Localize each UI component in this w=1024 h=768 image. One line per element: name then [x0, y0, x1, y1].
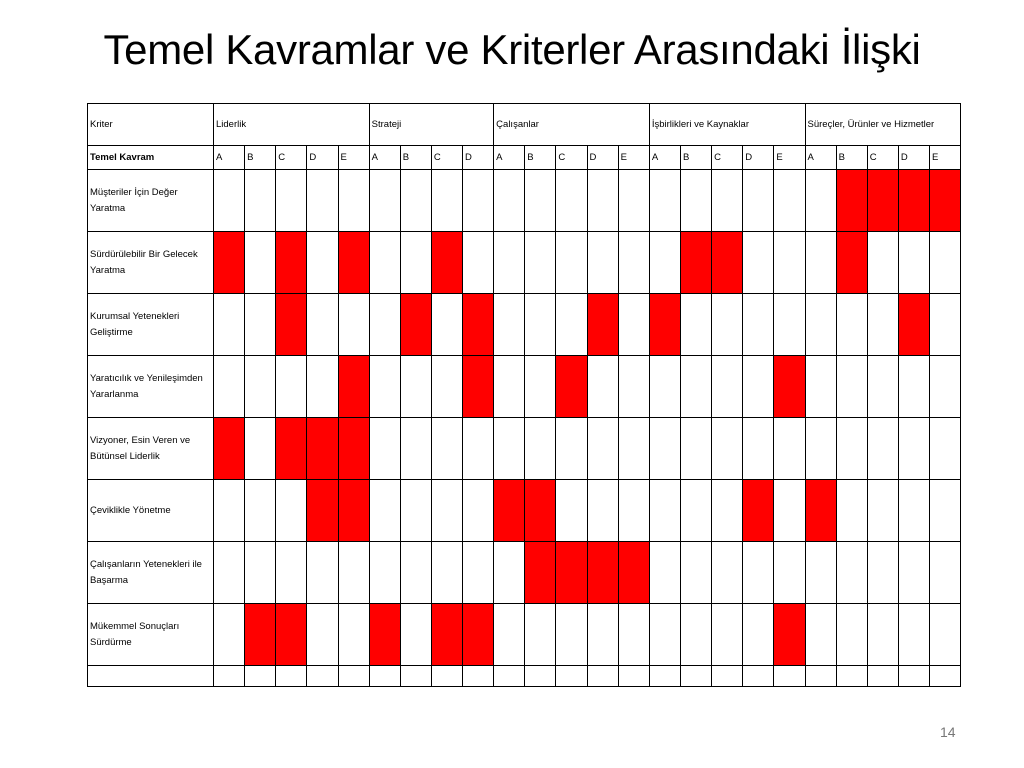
- empty-cell: [494, 170, 525, 232]
- empty-cell: [525, 170, 556, 232]
- empty-cell: [400, 480, 431, 542]
- empty-row: [88, 666, 961, 687]
- empty-cell: [556, 418, 587, 480]
- empty-cell: [307, 666, 338, 687]
- relationship-mark-cell: [649, 294, 680, 356]
- empty-cell: [245, 542, 276, 604]
- empty-cell: [649, 666, 680, 687]
- empty-cell: [400, 232, 431, 294]
- empty-cell: [307, 356, 338, 418]
- empty-cell: [245, 232, 276, 294]
- empty-cell: [214, 666, 245, 687]
- empty-cell: [774, 232, 805, 294]
- empty-cell: [618, 232, 649, 294]
- sub-criterion-header: E: [338, 146, 369, 170]
- relationship-mark-cell: [245, 604, 276, 666]
- empty-cell: [214, 356, 245, 418]
- empty-cell: [494, 604, 525, 666]
- empty-cell: [712, 418, 743, 480]
- empty-cell: [836, 542, 867, 604]
- relationship-mark-cell: [214, 418, 245, 480]
- empty-cell: [712, 170, 743, 232]
- empty-cell: [774, 170, 805, 232]
- empty-cell: [494, 666, 525, 687]
- empty-cell: [898, 666, 929, 687]
- criterion-group-header: Çalışanlar: [494, 104, 650, 146]
- empty-cell: [463, 542, 494, 604]
- relationship-mark-cell: [836, 170, 867, 232]
- empty-cell: [867, 294, 898, 356]
- empty-cell: [369, 356, 400, 418]
- empty-cell: [307, 604, 338, 666]
- empty-cell: [214, 170, 245, 232]
- empty-cell: [680, 604, 711, 666]
- empty-cell: [743, 666, 774, 687]
- empty-cell: [525, 604, 556, 666]
- empty-cell: [618, 356, 649, 418]
- empty-cell: [930, 232, 961, 294]
- empty-cell: [774, 542, 805, 604]
- empty-cell: [338, 294, 369, 356]
- empty-cell: [898, 232, 929, 294]
- relationship-mark-cell: [556, 356, 587, 418]
- empty-cell: [930, 356, 961, 418]
- empty-cell: [680, 294, 711, 356]
- sub-criterion-header: A: [805, 146, 836, 170]
- empty-cell: [556, 666, 587, 687]
- table-row: [88, 294, 961, 356]
- relationship-mark-cell: [463, 294, 494, 356]
- empty-cell: [836, 480, 867, 542]
- empty-cell: [276, 356, 307, 418]
- sub-criterion-header: D: [898, 146, 929, 170]
- empty-cell: [525, 356, 556, 418]
- empty-cell: [338, 542, 369, 604]
- empty-cell: [712, 294, 743, 356]
- empty-cell: [338, 604, 369, 666]
- relationship-mark-cell: [431, 232, 462, 294]
- relationship-mark-cell: [930, 170, 961, 232]
- empty-cell: [712, 542, 743, 604]
- empty-cell: [743, 232, 774, 294]
- empty-cell: [743, 418, 774, 480]
- relationship-mark-cell: [680, 232, 711, 294]
- table-row: [88, 480, 961, 542]
- table-row: [88, 170, 961, 232]
- empty-cell: [556, 232, 587, 294]
- empty-cell: [338, 666, 369, 687]
- empty-cell: [930, 418, 961, 480]
- empty-cell: [836, 666, 867, 687]
- empty-cell: [369, 232, 400, 294]
- sub-criterion-header: A: [369, 146, 400, 170]
- criterion-group-header: Strateji: [369, 104, 494, 146]
- sub-criterion-header: D: [463, 146, 494, 170]
- sub-criterion-header: B: [245, 146, 276, 170]
- table-row: [88, 418, 961, 480]
- empty-cell: [618, 480, 649, 542]
- empty-cell: [898, 604, 929, 666]
- empty-cell: [805, 542, 836, 604]
- empty-cell: [898, 356, 929, 418]
- empty-cell: [556, 604, 587, 666]
- concept-label: Çalışanların Yetenekleri ile Başarma: [88, 542, 214, 604]
- empty-cell: [556, 294, 587, 356]
- empty-cell: [774, 294, 805, 356]
- empty-cell: [463, 418, 494, 480]
- empty-cell: [245, 418, 276, 480]
- empty-cell: [369, 294, 400, 356]
- empty-cell: [774, 666, 805, 687]
- empty-cell: [712, 604, 743, 666]
- sub-criterion-header: C: [712, 146, 743, 170]
- sub-criterion-header: A: [214, 146, 245, 170]
- concept-label: Müşteriler İçin Değer Yaratma: [88, 170, 214, 232]
- empty-cell: [88, 666, 214, 687]
- relationship-mark-cell: [836, 232, 867, 294]
- relationship-mark-cell: [338, 232, 369, 294]
- empty-cell: [494, 356, 525, 418]
- empty-cell: [649, 480, 680, 542]
- empty-cell: [898, 480, 929, 542]
- empty-cell: [214, 294, 245, 356]
- empty-cell: [431, 418, 462, 480]
- empty-cell: [463, 666, 494, 687]
- relationship-mark-cell: [587, 542, 618, 604]
- empty-cell: [431, 542, 462, 604]
- sub-criterion-header: C: [431, 146, 462, 170]
- empty-cell: [680, 542, 711, 604]
- empty-cell: [680, 418, 711, 480]
- sub-criterion-header: B: [400, 146, 431, 170]
- empty-cell: [431, 170, 462, 232]
- empty-cell: [743, 604, 774, 666]
- empty-cell: [400, 666, 431, 687]
- empty-cell: [525, 294, 556, 356]
- empty-cell: [587, 480, 618, 542]
- relationship-mark-cell: [431, 604, 462, 666]
- empty-cell: [930, 480, 961, 542]
- relationship-mark-cell: [743, 480, 774, 542]
- table-row: [88, 232, 961, 294]
- sub-criterion-header: E: [618, 146, 649, 170]
- relationship-mark-cell: [214, 232, 245, 294]
- empty-cell: [400, 356, 431, 418]
- empty-cell: [680, 666, 711, 687]
- empty-cell: [680, 356, 711, 418]
- empty-cell: [525, 418, 556, 480]
- empty-cell: [587, 418, 618, 480]
- empty-cell: [369, 542, 400, 604]
- empty-cell: [618, 666, 649, 687]
- relationship-mark-cell: [525, 542, 556, 604]
- concept-label: Çeviklikle Yönetme: [88, 480, 214, 542]
- empty-cell: [307, 294, 338, 356]
- empty-cell: [400, 604, 431, 666]
- relationship-mark-cell: [276, 418, 307, 480]
- empty-cell: [805, 232, 836, 294]
- empty-cell: [369, 666, 400, 687]
- sub-criterion-header: B: [836, 146, 867, 170]
- empty-cell: [649, 356, 680, 418]
- empty-cell: [338, 170, 369, 232]
- empty-cell: [556, 170, 587, 232]
- empty-cell: [774, 418, 805, 480]
- empty-cell: [587, 604, 618, 666]
- empty-cell: [836, 356, 867, 418]
- empty-cell: [867, 604, 898, 666]
- empty-cell: [587, 232, 618, 294]
- empty-cell: [836, 294, 867, 356]
- empty-cell: [774, 480, 805, 542]
- relationship-mark-cell: [898, 294, 929, 356]
- empty-cell: [743, 170, 774, 232]
- concept-label: Vizyoner, Esin Veren ve Bütünsel Liderlik: [88, 418, 214, 480]
- relationship-mark-cell: [307, 480, 338, 542]
- empty-cell: [867, 542, 898, 604]
- empty-cell: [618, 170, 649, 232]
- empty-cell: [245, 666, 276, 687]
- relationship-mark-cell: [276, 294, 307, 356]
- empty-cell: [680, 480, 711, 542]
- empty-cell: [649, 170, 680, 232]
- sub-criterion-header: A: [494, 146, 525, 170]
- empty-cell: [649, 418, 680, 480]
- empty-cell: [494, 542, 525, 604]
- empty-cell: [400, 418, 431, 480]
- empty-cell: [525, 232, 556, 294]
- empty-cell: [463, 232, 494, 294]
- relationship-mark-cell: [774, 604, 805, 666]
- empty-cell: [836, 418, 867, 480]
- sub-criterion-header: C: [867, 146, 898, 170]
- empty-cell: [867, 480, 898, 542]
- empty-cell: [463, 170, 494, 232]
- empty-cell: [649, 232, 680, 294]
- empty-cell: [805, 170, 836, 232]
- empty-cell: [930, 666, 961, 687]
- empty-cell: [867, 418, 898, 480]
- empty-cell: [525, 666, 556, 687]
- empty-cell: [867, 356, 898, 418]
- empty-cell: [245, 294, 276, 356]
- empty-cell: [431, 666, 462, 687]
- page-number: 14: [940, 724, 956, 740]
- slide-title: Temel Kavramlar ve Kriterler Arasındaki İlişki: [103, 26, 921, 73]
- relationship-mark-cell: [463, 356, 494, 418]
- empty-cell: [214, 542, 245, 604]
- corner-header: Kriter: [88, 104, 214, 146]
- empty-cell: [867, 232, 898, 294]
- empty-cell: [400, 542, 431, 604]
- empty-cell: [587, 170, 618, 232]
- empty-cell: [649, 604, 680, 666]
- relationship-mark-cell: [898, 170, 929, 232]
- empty-cell: [898, 542, 929, 604]
- empty-cell: [743, 542, 774, 604]
- sub-criterion-header: E: [930, 146, 961, 170]
- relationship-mark-cell: [867, 170, 898, 232]
- relationship-mark-cell: [400, 294, 431, 356]
- empty-cell: [712, 356, 743, 418]
- empty-cell: [494, 232, 525, 294]
- sub-criterion-header: D: [307, 146, 338, 170]
- empty-cell: [245, 480, 276, 542]
- sub-criterion-header: C: [276, 146, 307, 170]
- sub-criterion-header: B: [680, 146, 711, 170]
- relationship-mark-cell: [587, 294, 618, 356]
- empty-cell: [805, 666, 836, 687]
- relationship-mark-cell: [774, 356, 805, 418]
- empty-cell: [898, 418, 929, 480]
- empty-cell: [680, 170, 711, 232]
- criterion-group-header: Liderlik: [214, 104, 370, 146]
- empty-cell: [805, 356, 836, 418]
- table-row: [88, 356, 961, 418]
- relationship-mark-cell: [712, 232, 743, 294]
- relationship-mark-cell: [276, 604, 307, 666]
- empty-cell: [930, 542, 961, 604]
- table-row: [88, 604, 961, 666]
- empty-cell: [618, 604, 649, 666]
- concept-label: Sürdürülebilir Bir Gelecek Yaratma: [88, 232, 214, 294]
- empty-cell: [743, 356, 774, 418]
- empty-cell: [712, 666, 743, 687]
- criterion-group-header: Süreçler, Ürünler ve Hizmetler: [805, 104, 961, 146]
- relationship-mark-cell: [805, 480, 836, 542]
- empty-cell: [276, 666, 307, 687]
- relationship-mark-cell: [307, 418, 338, 480]
- criterion-group-header: İşbirlikleri ve Kaynaklar: [649, 104, 805, 146]
- empty-cell: [836, 604, 867, 666]
- empty-cell: [245, 170, 276, 232]
- empty-cell: [431, 356, 462, 418]
- empty-cell: [369, 480, 400, 542]
- empty-cell: [712, 480, 743, 542]
- empty-cell: [805, 418, 836, 480]
- relationship-mark-cell: [276, 232, 307, 294]
- empty-cell: [556, 480, 587, 542]
- empty-cell: [805, 294, 836, 356]
- empty-cell: [369, 170, 400, 232]
- empty-cell: [463, 480, 494, 542]
- relationship-mark-cell: [618, 542, 649, 604]
- relationship-mark-cell: [338, 480, 369, 542]
- empty-cell: [867, 666, 898, 687]
- sub-criterion-header: A: [649, 146, 680, 170]
- relationship-mark-cell: [494, 480, 525, 542]
- sub-criterion-header: D: [743, 146, 774, 170]
- concept-column-header: Temel Kavram: [88, 146, 214, 170]
- empty-cell: [649, 542, 680, 604]
- empty-cell: [431, 480, 462, 542]
- empty-cell: [587, 666, 618, 687]
- concept-label: Yaratıcılık ve Yenileşimden Yararlanma: [88, 356, 214, 418]
- empty-cell: [276, 480, 307, 542]
- empty-cell: [431, 294, 462, 356]
- sub-criterion-header: B: [525, 146, 556, 170]
- empty-cell: [245, 356, 276, 418]
- empty-cell: [307, 232, 338, 294]
- relationship-mark-cell: [338, 356, 369, 418]
- empty-cell: [214, 480, 245, 542]
- sub-criterion-header: D: [587, 146, 618, 170]
- concept-label: Kurumsal Yetenekleri Geliştirme: [88, 294, 214, 356]
- empty-cell: [494, 418, 525, 480]
- empty-cell: [930, 604, 961, 666]
- empty-cell: [369, 418, 400, 480]
- sub-criterion-header: E: [774, 146, 805, 170]
- relationship-mark-cell: [556, 542, 587, 604]
- empty-cell: [930, 294, 961, 356]
- empty-cell: [743, 294, 774, 356]
- table-row: [88, 542, 961, 604]
- empty-cell: [307, 542, 338, 604]
- relationship-mark-cell: [525, 480, 556, 542]
- empty-cell: [618, 418, 649, 480]
- empty-cell: [587, 356, 618, 418]
- empty-cell: [276, 170, 307, 232]
- sub-criterion-header: C: [556, 146, 587, 170]
- empty-cell: [618, 294, 649, 356]
- relationship-mark-cell: [463, 604, 494, 666]
- empty-cell: [805, 604, 836, 666]
- criteria-relationship-table: [87, 103, 961, 687]
- concept-label: Mükemmel Sonuçları Sürdürme: [88, 604, 214, 666]
- empty-cell: [400, 170, 431, 232]
- empty-cell: [307, 170, 338, 232]
- empty-cell: [276, 542, 307, 604]
- relationship-mark-cell: [369, 604, 400, 666]
- empty-cell: [214, 604, 245, 666]
- relationship-mark-cell: [338, 418, 369, 480]
- empty-cell: [494, 294, 525, 356]
